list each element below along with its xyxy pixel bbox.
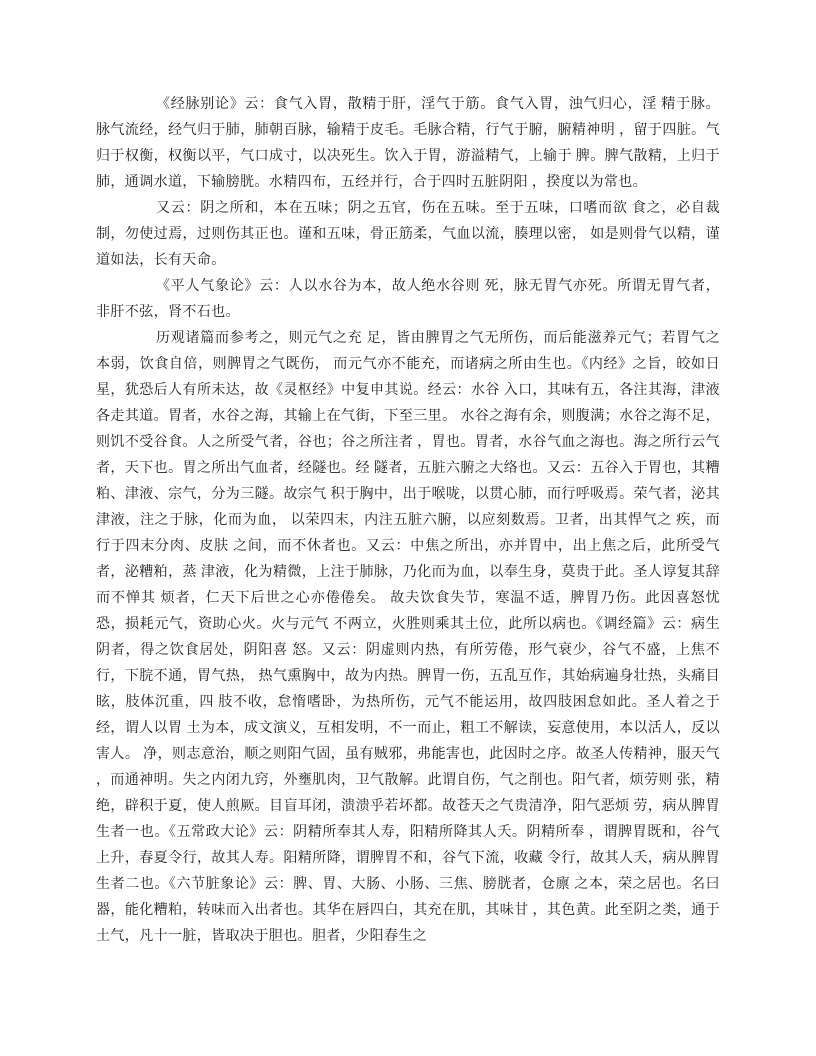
paragraph-youyun-wuwei: 又云：阴之所和，本在五味；阴之五官，伤在五味。至于五味，口嗜而欲 食之，必自裁制，勿使过焉，过则伤其正也。谨和五味，骨正筋柔，气血以流，腠理以密， 如是则骨气以精，谨道如法，长有天命。 [96,201,720,268]
paragraph-pingren-qixianglun: 《平人气象论》云：人以水谷为本，故人绝水谷则 死，脉无胃气亦死。所谓无胃气者，非肝不弦，肾不石也。 [96,279,720,320]
paragraph-liguan-zhupian: 历观诸篇而参考之，则元气之充 足，皆由脾胃之气无所伤，而后能滋养元气；若胃气之本弱，饮食自倍，则脾胃之气既伤， 而元气亦不能充，而诸病之所由生也。《内经》之旨，皎如日星，犹恐后人有所未达，故《灵枢经》中复申其说。经云：水谷 入口，其味有五，各注其海，津液各走其道。胃者，水谷之海，其输上在气街，下至三里。 水谷之海有余，则腹满；水谷之海不足，则饥不受谷食。人之所受气者，谷也；谷之所注者 ，胃也。胃者，水谷气血之海也。海之所行云气者，天下也。胃之所出气血者，经隧也。经 隧者，五脏六腑之大络也。又云：五谷入于胃也，其糟粕、津液、宗气，分为三隧。故宗气 积于胸中，出于喉咙，以贯心肺，而行呼吸焉。荣气者，泌其津液，注之于脉，化而为血， 以荣四末，内注五脏六腑，以应刻数焉。卫者，出其悍气之 疾，而行于四末分肉、皮肤 之间，而不休者也。又云：中焦之所出，亦并胃中，出上焦之后，此所受气者，泌糟粕，蒸 津液，化为精微，上注于肺脉，乃化而为血，以奉生身，莫贵于此。圣人谆复其辞而不惮其 烦者，仁天下后世之心亦倦倦矣。 故夫饮食失节，寒温不适，脾胃乃伤。此因喜怒忧恐，损耗元气，资助心火。火与元气 不两立，火胜则乘其土位，此所以病也。《调经篇》云：病生阴者，得之饮食居处，阴阳喜 怒。又云：阴虚则内热，有所劳倦，形气衰少，谷气不盛，上焦不行，下脘不通，胃气热， 热气熏胸中，故为内热。脾胃一伤，五乱互作，其始病遍身壮热，头痛目眩，肢体沉重，四 肢不收，怠惰嗜卧，为热所伤，元气不能运用，故四肢困怠如此。圣人着之于经，谓人以胃 土为本，成文演义，互相发明，不一而止，粗工不解读，妄意使用，本以活人，反以害人。 净，则志意治，顺之则阳气固，虽有贼邪，弗能害也，此因时之序。故圣人传精神，服天气 ，而通神明。失之内闭九窍，外壅肌肉，卫气散解。此谓自伤，气之削也。阳气者，烦劳则 张，精绝，辟积于夏，使人煎厥。目盲耳闭，溃溃乎若坏都。故苍天之气贵清净，阳气恶烦 劳，病从脾胃生者一也。《五常政大论》云：阴精所奉其人寿，阳精所降其人夭。阴精所奉 ，谓脾胃既和，谷气上升，春夏令行，故其人寿。阳精所降，谓脾胃不和，谷气下流，收藏 令行，故其人夭，病从脾胃生者二也。《六节脏象论》云：脾、胃、大肠、小肠、三焦、膀胱者，仓廪 之本，荣之居也。名曰器，能化糟粕，转味而入出者也。其华在唇四白，其充在肌，其味甘 ，其色黄。此至阴之类，通于土气，凡十一脏，皆取决于胆也。胆者，少阳春生之 [96,331,720,944]
document-text-block [96,92,720,950]
paragraph-jingmai-bielun: 《经脉别论》云：食气入胃，散精于肝，淫气于筋。食气入胃，浊气归心，淫 精于脉。脉气流经，经气归于肺，肺朝百脉，输精于皮毛。毛脉合精，行气于腑，腑精神明 ，留于四脏。气归于权衡，权衡以平，气口成寸，以决死生。饮入于胃，游溢精气，上输于 脾。脾气散精，上归于肺，通调水道，下输膀胱。水精四布，五经并行，合于四时五脏阴阳 ，揆度以为常也。 [96,97,720,190]
